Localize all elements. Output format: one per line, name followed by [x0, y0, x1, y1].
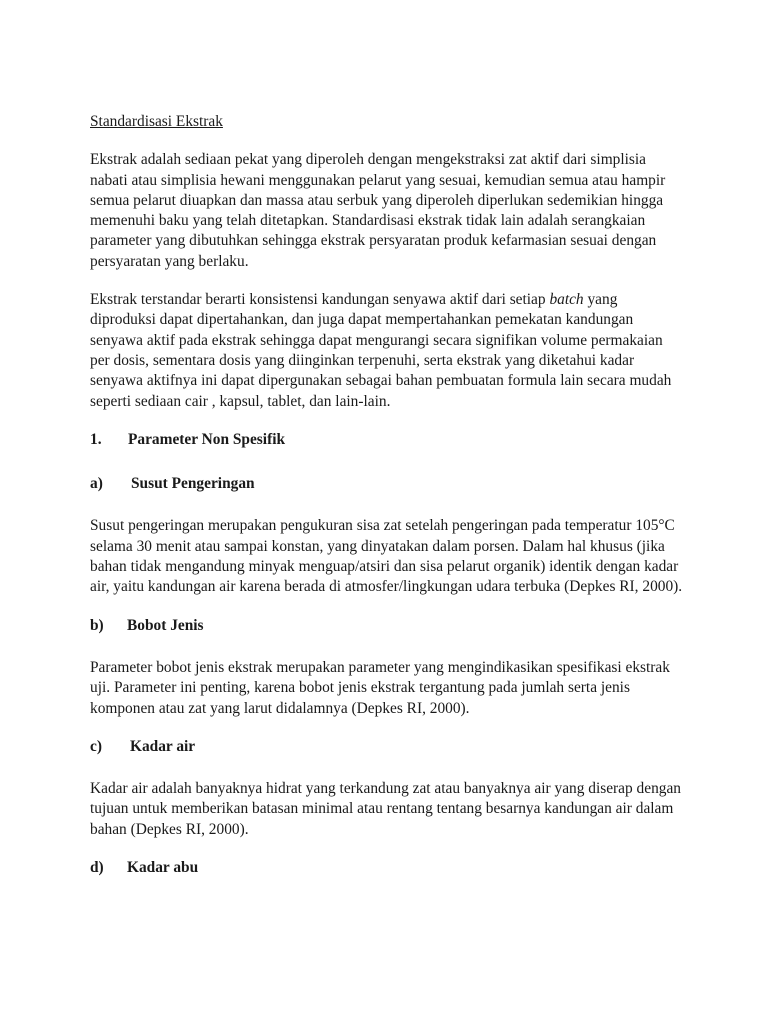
subsection-heading-bobot-jenis: [90, 616, 684, 636]
subsection-heading-susut-pengeringan: [90, 474, 684, 494]
subsection-letter: c): [90, 737, 102, 755]
subsection-letter: b): [90, 616, 104, 634]
batch-term: batch: [549, 291, 584, 309]
paragraph-text-start: Ekstrak terstandar berarti konsistensi kandungan senyawa aktif dari setiap: [90, 291, 550, 309]
section-number: 1.: [90, 430, 102, 448]
subsection-title: Susut Pengeringan: [131, 475, 255, 493]
document-title: Standardisasi Ekstrak: [90, 113, 223, 130]
subsection-heading-kadar-abu: [90, 858, 684, 878]
kadar-air-paragraph: Kadar air adalah banyaknya hidrat yang terkandung zat atau banyaknya air yang diserap dengan tujuan untuk memberikan batasan minimal atau rentang tentang besarnya kandungan air dalam bahan (Depkes RI, 2000).: [90, 780, 681, 838]
subsection-letter: a): [90, 475, 103, 493]
bobot-jenis-paragraph: Parameter bobot jenis ekstrak merupakan parameter yang mengindikasikan spesifikasi ekstrak uji. Parameter ini penting, karena bobot jenis ekstrak tergantung pada jumlah serta jenis komponen atau zat yang larut didalamnya (Depkes RI, 2000).: [90, 658, 670, 717]
susut-pengeringan-paragraph: Susut pengeringan merupakan pengukuran sisa zat setelah pengeringan pada temperatur 105°C selama 30 menit atau sampai konstan, yang dinyatakan dalam porsen. Dalam hal khusus (jika bahan tidak mengandung minyak menguap/atsiri dan sisa pelarut organik) identik dengan kadar air, yaitu kandungan air karena berada di atmosfer/lingkungan udara terbuka (Depkes RI, 2000).: [90, 517, 683, 596]
subsection-heading-kadar-air: [90, 737, 684, 757]
section-heading-parameter-non-spesifik: [90, 430, 684, 450]
subsection-title: Kadar abu: [127, 859, 199, 877]
subsection-letter: d): [90, 859, 104, 877]
standardized-extract-paragraph: [90, 290, 684, 412]
section-title: Parameter Non Spesifik: [128, 430, 286, 448]
paragraph-text-end: yang diproduksi dapat dipertahankan, dan juga dapat mempertahankan pemekatan kandungan senyawa aktif pada ekstrak sehingga dapat mengurangi secara signifikan volume permakaian per dosis, sementara dosis yang diinginkan terpenuhi, serta ekstrak yang diketahui kadar senyawa aktifnya ini dapat dipergunakan sebagai bahan pembuatan formula lain secara mudah seperti sediaan cair , kapsul, tablet, dan lain-lain.: [90, 291, 672, 410]
subsection-title: Kadar air: [130, 737, 196, 755]
subsection-title: Bobot Jenis: [127, 616, 204, 634]
intro-paragraph: Ekstrak adalah sediaan pekat yang diperoleh dengan mengekstraksi zat aktif dari simplisia nabati atau simplisia hewani menggunakan pelarut yang sesuai, kemudian semua atau hampir semua pelarut diuapkan dan massa atau serbuk yang diperoleh diperlukan sedemikian hingga memenuhi baku yang telah ditetapkan. Standardisasi ekstrak tidak lain adalah serangkaian parameter yang dibutuhkan sehingga ekstrak persyaratan produk kefarmasian sesuai dengan persyaratan yang berlaku.: [90, 151, 666, 270]
document-body: [90, 112, 684, 900]
